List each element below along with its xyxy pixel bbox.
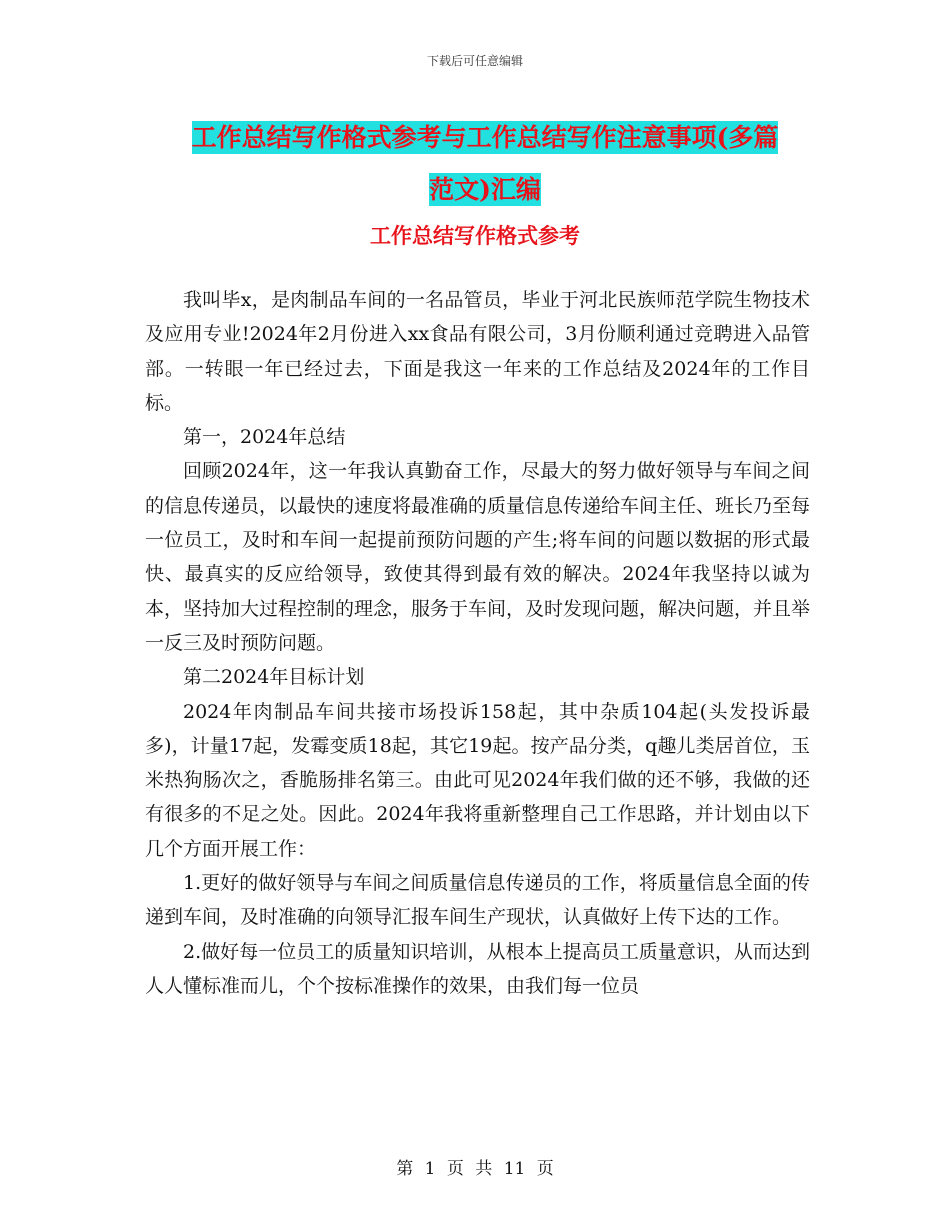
paragraph-item-1: 1.更好的做好领导与车间之间质量信息传递员的工作，将质量信息全面的传递到车间，及时准确的向领导汇报车间生产现状，认真做好上传下达的工作。: [145, 872, 810, 929]
paragraph-heading-plan: 第二2024年目标计划: [183, 666, 365, 689]
document-title-line-2: 范文)汇编: [429, 175, 541, 204]
section-heading: 工作总结写作格式参考: [370, 223, 580, 248]
page-footer: 第 1 页 共 11 页: [396, 1159, 554, 1179]
document-title-line-1: 工作总结写作格式参考与工作总结写作注意事项(多篇: [191, 123, 779, 152]
document-title: [145, 112, 825, 216]
paragraph-heading-summary: 第一，2024年总结: [183, 426, 346, 449]
paragraph-complaints: 2024年肉制品车间共接市场投诉158起，其中杂质104起(头发投诉最多)，计量17起，发霉变质18起，其它19起。按产品分类，q趣儿类居首位，玉米热狗肠次之，香脆肠排名第三。由此可见2024年我们做的还不够，我做的还有很多的不足之处。因此。2024年我将重新整理自己工作思路，并计划由以下几个方面开展工作：: [145, 700, 810, 860]
paragraph-item-2: 2.做好每一位员工的质量知识培训，从根本上提高员工质量意识，从而达到人人懂标准而儿，个个按标准操作的效果，由我们每一位员: [145, 940, 810, 997]
paragraph-review: 回顾2024年，这一年我认真勤奋工作，尽最大的努力做好领导与车间之间的信息传递员，以最快的速度将最准确的质量信息传递给车间主任、班长乃至每一位员工，及时和车间一起提前预防问题的产生;将车间的问题以数据的形式最快、最真实的反应给领导，致使其得到最有效的解决。2024年我坚持以诚为本，坚持加大过程控制的理念，服务于车间，及时发现问题，解决问题，并且举一反三及时预防问题。: [145, 460, 811, 654]
page-header: 下载后可任意编辑: [426, 54, 523, 68]
body-text: [145, 283, 810, 1003]
paragraph-intro: 我叫毕x，是肉制品车间的一名品管员，毕业于河北民族师范学院生物技术及应用专业!2024年2月份进入xx食品有限公司，3月份顺利通过竞聘进入品管部。一转眼一年已经过去，下面是我这一年来的工作总结及2024年的工作目标。: [145, 289, 810, 414]
